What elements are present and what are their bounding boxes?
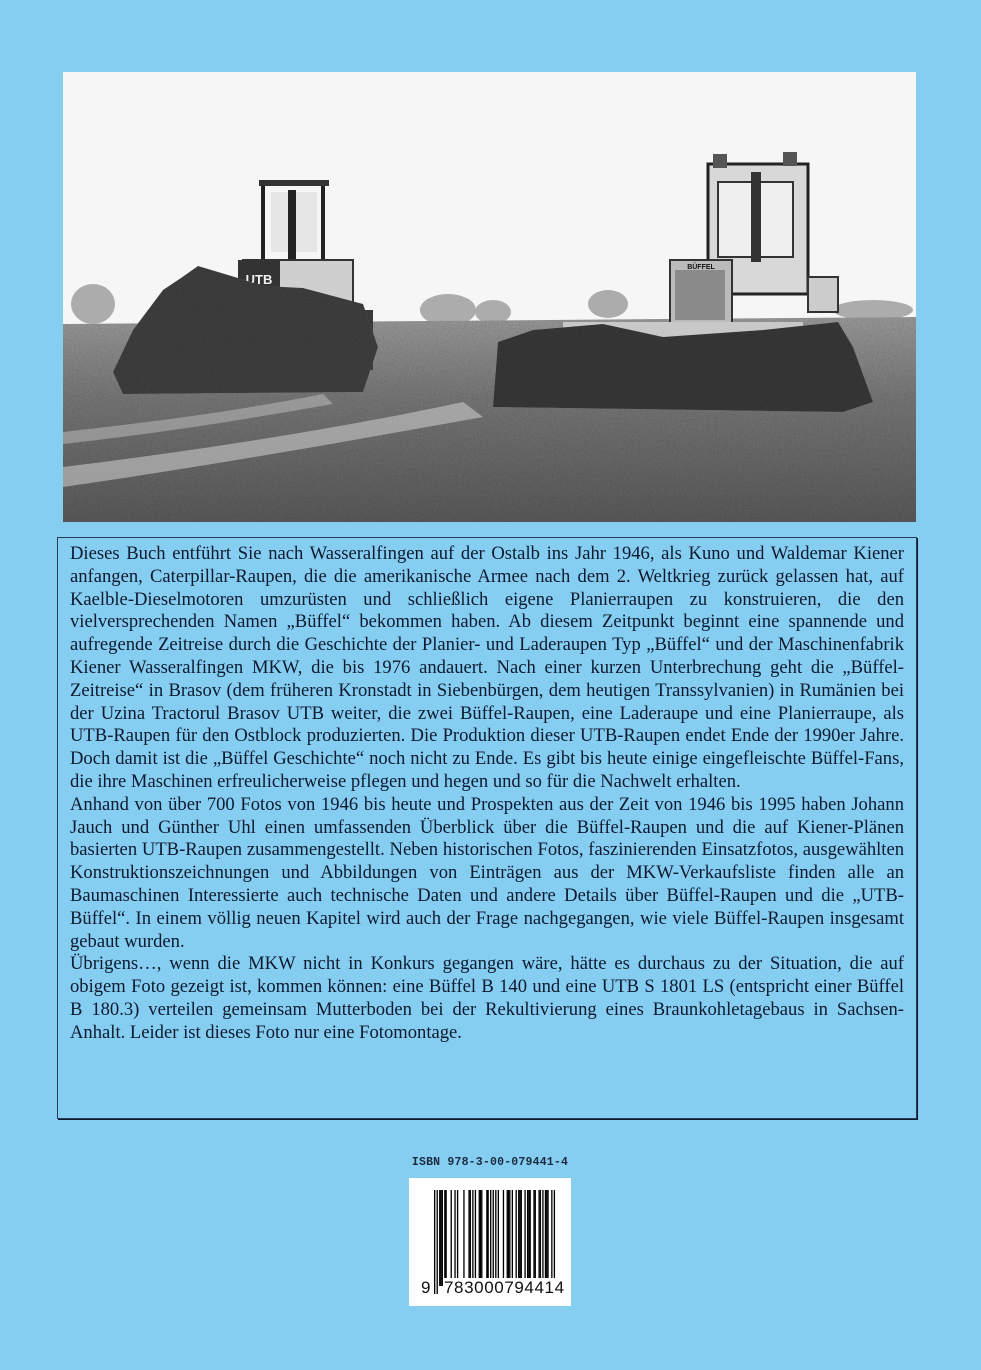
barcode-bar <box>546 1190 547 1286</box>
barcode-bar <box>547 1190 548 1286</box>
barcode-bar <box>516 1190 517 1286</box>
barcode-bar <box>480 1190 481 1286</box>
barcode-bar <box>538 1190 539 1286</box>
isbn-barcode <box>409 1178 571 1306</box>
barcode-bar <box>528 1190 529 1286</box>
barcode-bar <box>475 1190 476 1286</box>
barcode-bar <box>519 1190 520 1286</box>
barcode-bar <box>468 1190 469 1286</box>
barcode-bar <box>535 1190 536 1286</box>
barcode-bar <box>518 1190 519 1286</box>
barcode-bar <box>521 1190 522 1286</box>
barcode-bar <box>503 1190 504 1286</box>
blurb-box <box>57 537 917 1119</box>
barcode-bar <box>508 1190 509 1286</box>
barcode-bar <box>481 1190 482 1286</box>
barcode-digits <box>409 1278 571 1300</box>
blurb-paragraph-3: Übrigens…, wenn die MKW nicht in Konkurs gegangen wäre, hätte es durchaus zu der Situation, die auf obigem Foto gezeigt ist, kommen können: eine Büffel B 140 und eine UTB S 1801 LS (entspricht einer Büffel B 180.3) verteilen gemeinsam Mutterboden bei der Rekultivierung eines Braunkohletagebaus in Sachsen-Anhalt. Leider ist dieses Foto nur eine Fotomontage. <box>70 953 904 1043</box>
bulldozers-photo <box>63 72 916 522</box>
barcode-bar <box>487 1190 488 1286</box>
barcode-bar <box>524 1190 525 1286</box>
barcode-bar <box>470 1190 471 1286</box>
barcode-bar <box>440 1190 441 1286</box>
barcode-bar <box>472 1190 473 1286</box>
barcode-bar <box>509 1190 510 1286</box>
blurb-paragraph-2: Anhand von über 700 Fotos von 1946 bis heute und Prospekten aus der Zeit von 1946 bis 1995 haben Johann Jauch und Günther Uhl einen umfassenden Überblick über die Büffel-Raupen und die auf Kiener-Plänen basierten UTB-Raupen zusammengestellt. Neben historischen Fotos, faszinierenden Einsatzfotos, ausgewählten Konstruktionszeichnungen und Abbildungen von Einträgen aus der MKW-Verkaufsliste finden alle an Baumaschinen Interessierte auch technische Daten und andere Details über Büffel-Raupen und die „UTB-Büffel“. In einem völlig neuen Kapitel wird auch der Frage nachgegangen, wie viele Büffel-Raupen insgesamt gebaut wurden. <box>70 793 904 952</box>
cover-photo <box>63 72 916 522</box>
barcode-bar <box>507 1190 508 1286</box>
barcode-bar <box>540 1190 541 1286</box>
barcode-bar <box>542 1190 543 1286</box>
barcode-bar <box>527 1190 528 1286</box>
barcode-first-digit: 9 <box>421 1278 431 1297</box>
isbn-label: ISBN 978-3-00-079441-4 <box>411 1156 569 1169</box>
barcode-number: 783000794414 <box>444 1278 565 1297</box>
barcode-bar <box>463 1190 464 1286</box>
barcode-bar <box>479 1190 480 1286</box>
barcode-bar <box>457 1190 458 1286</box>
barcode-bar <box>490 1190 491 1286</box>
barcode-bar <box>533 1190 534 1286</box>
barcode-bar <box>442 1190 443 1286</box>
barcode-bar <box>451 1190 452 1286</box>
utb-label: UTB <box>245 272 273 287</box>
barcode-bar <box>486 1190 487 1286</box>
bueffel-label: BÜFFEL <box>687 264 715 271</box>
barcode-bar <box>545 1190 546 1286</box>
barcode-bar <box>454 1190 455 1286</box>
barcode-bar <box>445 1190 446 1286</box>
barcode-bar <box>444 1190 445 1286</box>
barcode-bar <box>530 1190 531 1286</box>
barcode-bar <box>439 1190 440 1286</box>
blurb-paragraph-1: Dieses Buch entführt Sie nach Wasseralfingen auf der Ostalb ins Jahr 1946, als Kuno und Waldemar Kiener anfangen, Caterpillar-Raupen, die die amerikanische Armee nach dem 2. Weltkrieg zurück gelassen hat, auf Kaelble-Dieselmotoren umzurüsten und schließlich eigene Planierraupen zu konstruieren, die den vielversprechenden Namen „Büffel“ bekommen haben. Ab diesem Zeitpunkt beginnt eine spannende und aufregende Zeitreise durch die Geschichte der Planier- und Laderaupen Typ „Büffel“ und der Maschinenfabrik Kiener Wasseralfingen MKW, die bis 1976 andauert. Nach einer kurzen Unterbrechung geht die „Büffel-Zeitreise“ in Brasov (dem früheren Kronstadt in Siebenbürgen, dem heutigen Transsylvanien) in Rumänien bei der Uzina Tractorul Brasov UTB weiter, die zwei Büffel-Raupen, eine Laderaupe und eine Planierraupe, als UTB-Raupen für den Ostblock produzierten. Die Produktion dieser UTB-Raupen endet Ende der 1990er Jahre. Doch damit ist die „Büffel Geschichte“ noch nicht zu Ende. Es gibt bis heute einige eingefleischte Büffel-Fans, die ihre Maschinen erfreulicherweise pflegen und hegen und so für die Nachwelt erhalten. <box>70 543 904 792</box>
barcode-bar <box>512 1190 513 1286</box>
barcode-bar <box>498 1190 499 1286</box>
